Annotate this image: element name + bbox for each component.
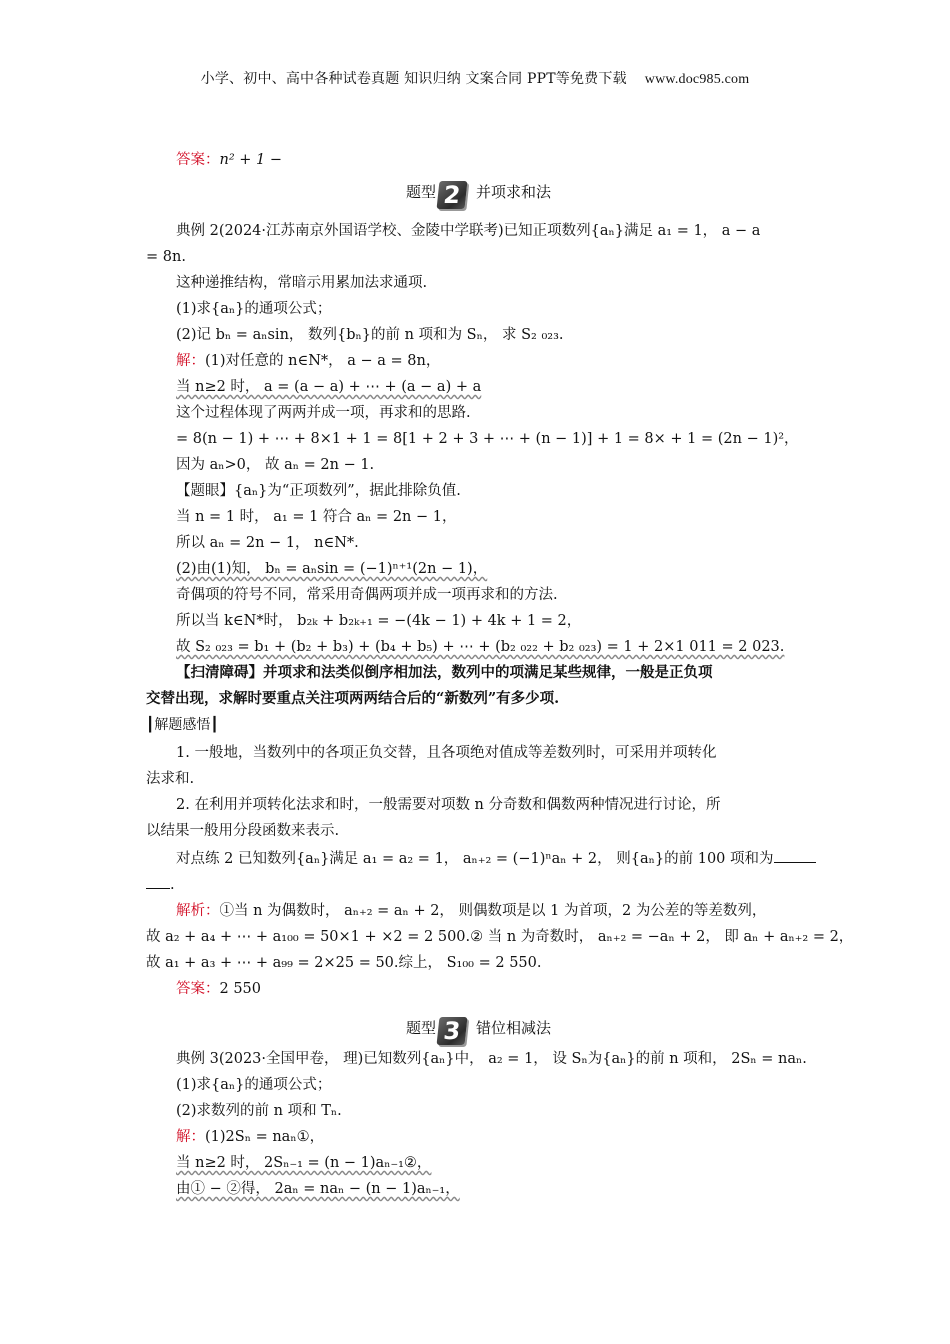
example3-solution-line1 — [176, 1127, 324, 1147]
example2-clear-obstacle-line2: 交替出现，求解时要重点关注项两两结合后的“新数列”有多少项. — [146, 690, 560, 707]
section-title: 并项求和法 — [476, 183, 552, 201]
example2-question2: (2)记 bₙ = aₙsin， 数列{bₙ}的前 n 项和为 Sₙ， 求 S₂ ₀₂₃. — [176, 327, 564, 343]
example2-note3: 奇偶项的符号不同，常采用奇偶两项并成一项再求和的方法. — [176, 587, 558, 603]
solution-text: 故 S₂ ₀₂₃ = b₁ + (b₂ + b₃) + (b₄ + b₅) + ⋯ + (b₂ ₀₂₂ + b₂ ₀₂₃) = 1 + 2×1 011 = 2 023. — [176, 639, 785, 655]
solution-label: 解： — [176, 353, 205, 369]
example2-line1: 典例 2(2024·江苏南京外国语学校、金陵中学联考)已知正项数列{aₙ}满足 a₁ = 1， a − a — [176, 223, 761, 239]
example2-note1: 这种递推结构，常暗示用累加法求通项. — [176, 275, 428, 291]
solution-text: (1)对任意的 n∈N*， a − a = 8n， — [205, 353, 441, 369]
section-heading-2 — [146, 181, 811, 209]
answer-value: n² + 1 − — [219, 152, 283, 168]
analysis-text: ①当 n 为偶数时， aₙ₊₂ = aₙ + 2， 则偶数项是以 1 为首项，2 为公差的等差数列， — [219, 903, 767, 919]
insight-point1-line1: 1. 一般地，当数列中的各项正负交替，且各项绝对值成等差数列时，可采用并项转化 — [176, 745, 717, 761]
solution-text: 由① − ②得， 2aₙ = naₙ − (n − 1)aₙ₋₁， — [176, 1181, 460, 1197]
practice2-line1 — [176, 848, 816, 869]
example3-line1: 典例 3(2023·全国甲卷， 理)已知数列{aₙ}中， a₂ = 1， 设 Sₙ为{aₙ}的前 n 项和， 2Sₙ = naₙ. — [176, 1051, 807, 1067]
example2-line2: = 8n. — [146, 249, 186, 265]
example2-question1: (1)求{aₙ}的通项公式； — [176, 301, 332, 317]
header-text: 小学、初中、高中各种试卷真题 知识归纳 文案合同 PPT等免费下载 — [200, 71, 627, 87]
section-title: 错位相减法 — [476, 1019, 552, 1037]
practice-text: . — [170, 877, 175, 893]
example2-solution-line9 — [176, 637, 784, 657]
example2-solution-line2 — [176, 377, 481, 397]
top-answer — [176, 150, 282, 170]
practice2-analysis-line1 — [176, 901, 766, 921]
practice2-analysis-line3: 故 a₁ + a₃ + ⋯ + a₉₉ = 2×25 = 50.综上， S₁₀₀ = 2 550. — [146, 955, 542, 971]
answer-label: 答案： — [176, 152, 220, 168]
example2-eye-note: 【题眼】{aₙ}为“正项数列”，据此排除负值. — [176, 483, 461, 499]
answer-blank — [774, 848, 816, 863]
example2-solution-line7 — [176, 559, 487, 579]
example2-solution-line4: 因为 aₙ>0， 故 aₙ = 2n − 1. — [176, 457, 375, 473]
section-heading-3 — [146, 1017, 811, 1045]
section-prefix: 题型 — [405, 1019, 436, 1037]
example2-solution-line6: 所以 aₙ = 2n − 1， n∈N*. — [176, 535, 359, 551]
example2-solution-line1 — [176, 351, 440, 371]
example3-question1: (1)求{aₙ}的通项公式； — [176, 1077, 332, 1093]
solution-text: 当 n≥2 时， 2Sₙ₋₁ = (n − 1)aₙ₋₁②， — [176, 1155, 432, 1171]
insight-point2-line2: 以结果一般用分段函数来表示. — [146, 823, 340, 839]
practice2-analysis-line2: 故 a₂ + a₄ + ⋯ + a₁₀₀ = 50×1 + ×2 = 2 500.② 当 n 为奇数时， aₙ₊₂ = −aₙ + 2， 即 aₙ + aₙ₊₂ = 2， — [146, 929, 854, 945]
section-prefix: 题型 — [405, 183, 436, 201]
insight-title: ┃解题感悟┃ — [146, 717, 219, 733]
section-number-badge: 2 — [437, 181, 468, 209]
example2-solution-line5: 当 n = 1 时， a₁ = 1 符合 aₙ = 2n − 1， — [176, 509, 457, 525]
practice-text: 对点练 2 已知数列{aₙ}满足 a₁ = a₂ = 1， aₙ₊₂ = (−1)ⁿaₙ + 2， 则{aₙ}的前 100 项和为 — [176, 851, 774, 867]
solution-text: (2)由(1)知， bₙ = aₙsin = (−1)ⁿ⁺¹(2n − 1)， — [176, 561, 488, 577]
practice2-line2 — [146, 874, 175, 895]
solution-label: 解： — [176, 1129, 205, 1145]
solution-text: (1)2Sₙ = naₙ①， — [205, 1129, 325, 1145]
example2-clear-obstacle-line1: 【扫清障碍】并项求和法类似倒序相加法，数列中的项满足某些规律，一般是正负项 — [176, 664, 713, 681]
solution-text: 当 n≥2 时， a = (a − a) + ⋯ + (a − a) + a — [176, 379, 482, 395]
page-header — [0, 68, 950, 88]
example2-solution-line8: 所以当 k∈N*时， b₂ₖ + b₂ₖ₊₁ = −(4k − 1) + 4k + 1 = 2， — [176, 613, 582, 629]
insight-point1-line2: 法求和. — [146, 771, 195, 787]
section-number-badge: 3 — [437, 1017, 468, 1045]
answer-label: 答案： — [176, 981, 220, 997]
example2-note2: 这个过程体现了两两并成一项，再求和的思路. — [176, 405, 471, 421]
answer-value: 2 550 — [219, 981, 262, 997]
example3-solution-line3 — [176, 1179, 460, 1199]
analysis-label: 解析： — [176, 903, 220, 919]
example2-solution-line3: = 8(n − 1) + ⋯ + 8×1 + 1 = 8[1 + 2 + 3 + ⋯ + (n − 1)] + 1 = 8× + 1 = (2n − 1)²， — [176, 431, 799, 447]
example3-solution-line2 — [176, 1153, 431, 1173]
header-site: www.doc985.com — [644, 72, 750, 87]
answer-blank-continued — [146, 874, 170, 889]
example3-question2: (2)求数列的前 n 项和 Tₙ. — [176, 1103, 342, 1119]
practice2-answer — [176, 979, 261, 999]
insight-point2-line1: 2. 在利用并项转化法求和时，一般需要对项数 n 分奇数和偶数两种情况进行讨论，所 — [176, 797, 721, 813]
